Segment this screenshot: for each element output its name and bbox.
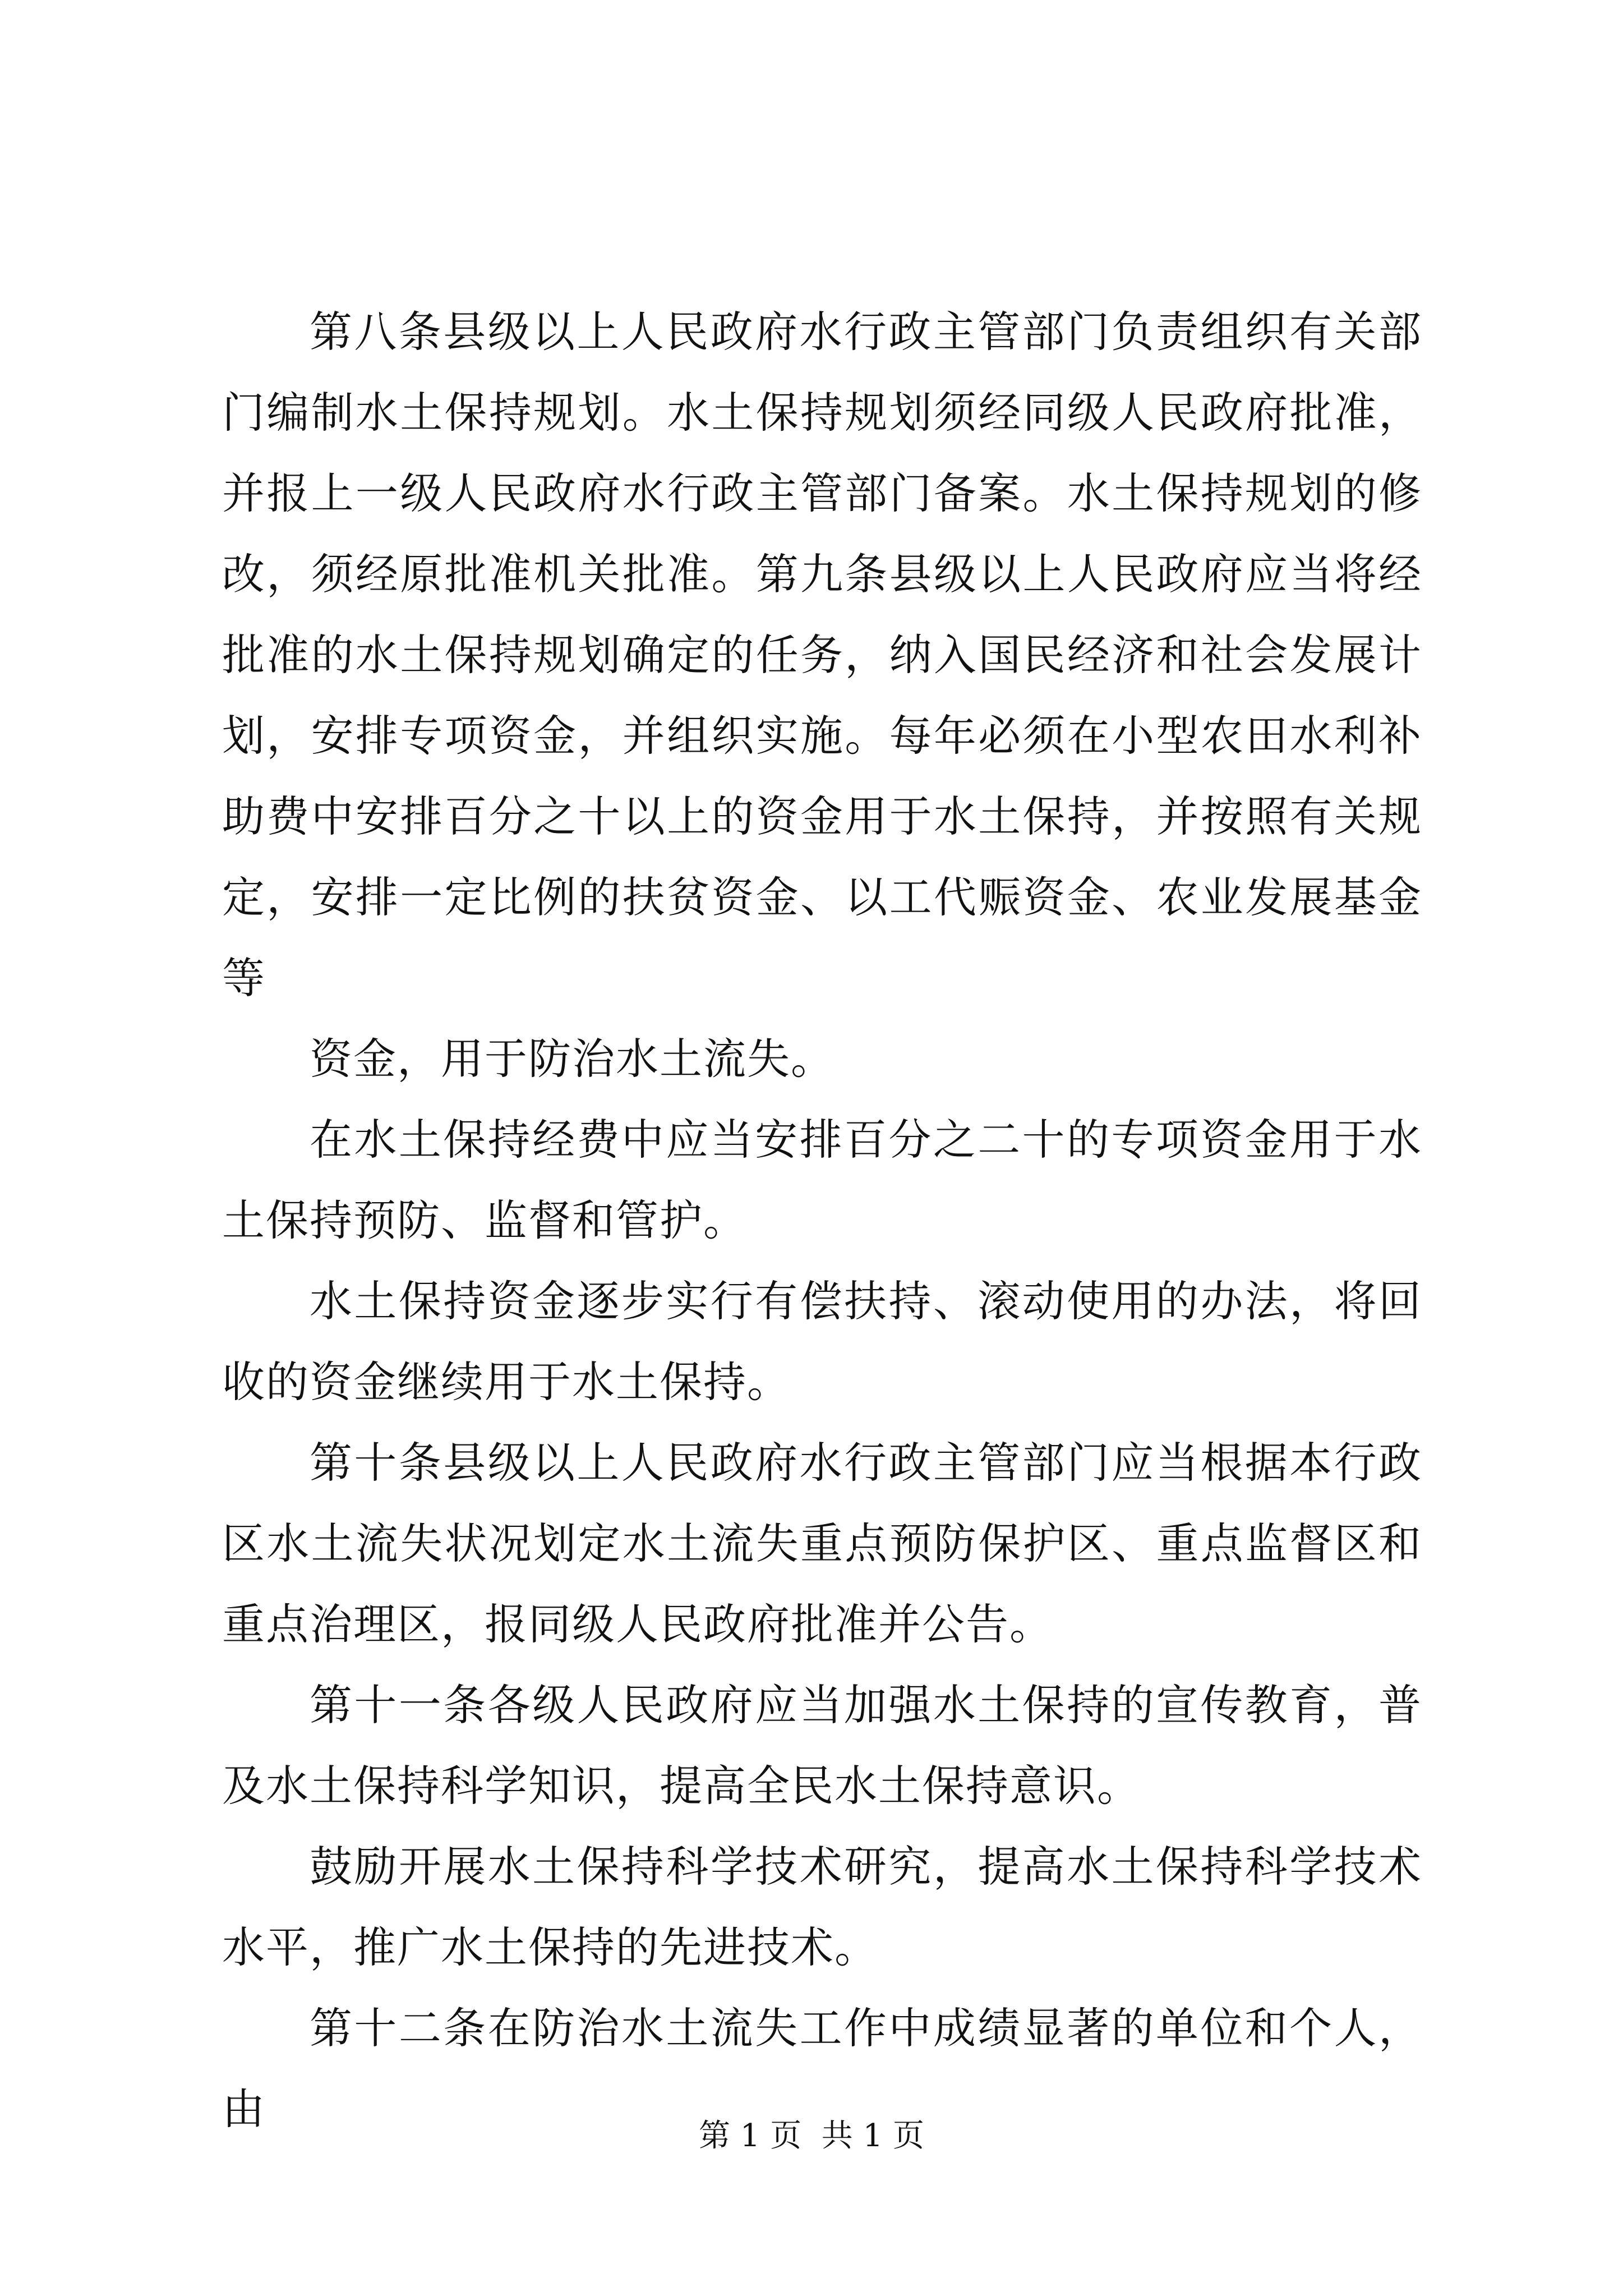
paragraph-research: 鼓励开展水土保持科学技术研究，提高水土保持科学技术水平，推广水土保持的先进技术。 (222, 1842, 1422, 1972)
paragraph-article-10: 第十条县级以上人民政府水行政主管部门应当根据本行政区水土流失状况划定水土流失重点预防保护区、重点监督区和重点治理区，报同级人民政府批准并公告。 (222, 1438, 1422, 1649)
paragraph-article-8-9: 第八条县级以上人民政府水行政主管部门负责组织有关部门编制水土保持规划。水土保持规划须经同级人民政府批准，并报上一级人民政府水行政主管部门备案。水土保持规划的修改，须经原批准机关批准。第九条县级以上人民政府应当将经批准的水土保持规划确定的任务，纳入国民经济和社会发展计划，安排专项资金，并组织实施。每年必须在小型农田水利补助费中安排百分之十以上的资金用于水土保持，并按照有关规定，安排一定比例的扶贫资金、以工代赈资金、农业发展基金等 (222, 307, 1422, 1003)
document-body (222, 292, 1422, 2150)
paragraph-article-12: 第十二条在防治水土流失工作中成绩显著的单位和个人，由 (222, 2003, 1422, 2134)
paragraph-special-funds: 在水土保持经费中应当安排百分之二十的专项资金用于水土保持预防、监督和管护。 (222, 1115, 1422, 1245)
page-number-footer: 第 1 页 共 1 页 (698, 2118, 925, 2154)
paragraph-article-11: 第十一条各级人民政府应当加强水土保持的宣传教育，普及水土保持科学知识，提高全民水土保持意识。 (222, 1680, 1422, 1811)
paragraph-revolving-funds: 水土保持资金逐步实行有偿扶持、滚动使用的办法，将回收的资金继续用于水土保持。 (222, 1276, 1422, 1407)
paragraph-funding-use: 资金，用于防治水土流失。 (310, 1034, 834, 1084)
